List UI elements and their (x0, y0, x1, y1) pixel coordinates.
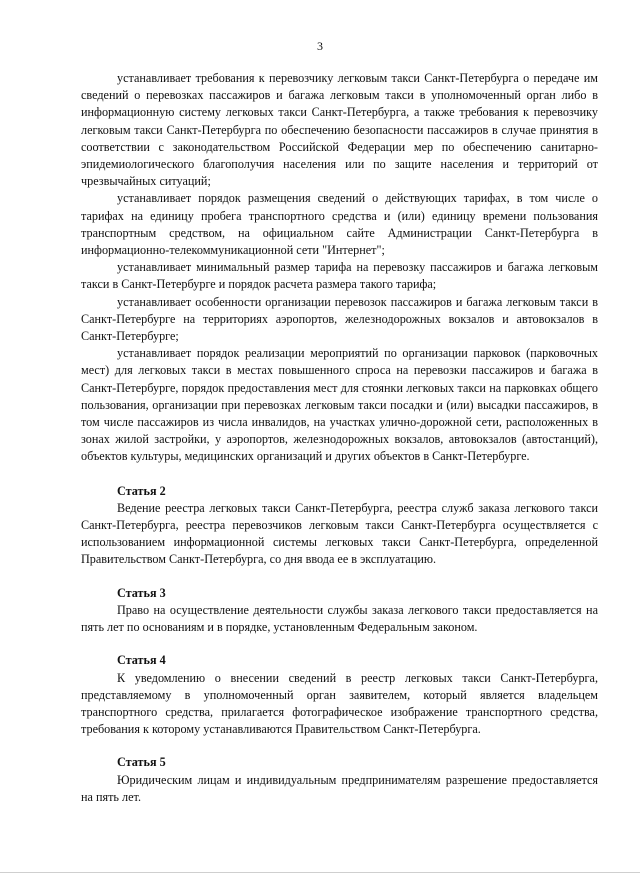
intro-paragraph: устанавливает особенности организации перевозок пассажиров и багажа легковым такси в Санкт-Петербурге на территориях аэропортов, железнодорожных вокзалов и автовокзалов в Санкт-Петербурге; (81, 294, 598, 344)
document-body (81, 70, 598, 806)
article-text: Ведение реестра легковых такси Санкт-Петербурга, реестра служб заказа легкового такси Санкт-Петербурга, реестра перевозчиков легковым такси Санкт-Петербурга осуществляется с использованием информационной системы легковых такси Санкт-Петербурга, определенной Правительством Санкт-Петербурга, со дня ввода ее в эксплуатацию. (81, 500, 598, 567)
intro-paragraph: устанавливает требования к перевозчику легковым такси Санкт-Петербурга о передаче им сведений о перевозках пассажиров и багажа легковым такси в уполномоченный орган либо в информационную систему легковых такси Санкт-Петербурга, а также требования к перевозчику легковым такси Санкт-Петербурга по обеспечению безопасности пассажиров в случае принятия в соответствии с законодательством Российской Федерации мер по обеспечению санитарно-эпидемиологического благополучия населения или по защите населения и территорий от чрезвычайных ситуаций; (81, 71, 598, 189)
article-heading: Статья 3 (117, 585, 166, 600)
article-text: Юридическим лицам и индивидуальным предпринимателям разрешение предоставляется на пять лет. (81, 772, 598, 804)
intro-paragraph: устанавливает минимальный размер тарифа на перевозку пассажиров и багажа легковым такси в Санкт-Петербурге и порядок расчета размера такого тарифа; (81, 260, 598, 292)
article-text: К уведомлению о внесении сведений в реестр легковых такси Санкт-Петербурга, представляемому в уполномоченный орган заявителем, который является владельцем транспортного средства, прилагается фотографическое изображение транспортного средства, требования к которому устанавливаются Правительством Санкт-Петербурга. (81, 670, 598, 737)
scan-edge-divider (0, 872, 640, 873)
article-heading: Статья 5 (117, 755, 166, 770)
page-number: 3 (317, 39, 323, 53)
article-heading: Статья 2 (117, 483, 166, 498)
article-heading: Статья 4 (117, 653, 166, 668)
article-text: Право на осуществление деятельности службы заказа легкового такси предоставляется на пять лет по основаниям и в порядке, установленным Федеральным законом. (81, 602, 598, 635)
intro-paragraph: устанавливает порядок размещения сведений о действующих тарифах, в том числе о тарифах на единицу пробега транспортного средства и (или) единицу времени пользования транспортным средством, на официальном сайте Администрации Санкт-Петербурга в информационно-телекоммуникационной сети "Интернет"; (81, 191, 598, 258)
intro-paragraph: устанавливает порядок реализации мероприятий по организации парковок (парковочных мест) для легковых такси в местах повышенного спроса на перевозки пассажиров и багажа в Санкт-Петербурге, порядок предоставления мест для стоянки легковых такси на парковках общего пользования, организации при перевозках легковым такси посадки и (или) высадки пассажиров, в том числе пассажиров из числа инвалидов, на участках улично-дорожной сети, расположенных в зонах жилой застройки, у аэропортов, железнодорожных вокзалов, автовокзалов (автостанций), объектов культуры, медицинских организаций и других объектов в Санкт-Петербурге. (81, 346, 598, 464)
